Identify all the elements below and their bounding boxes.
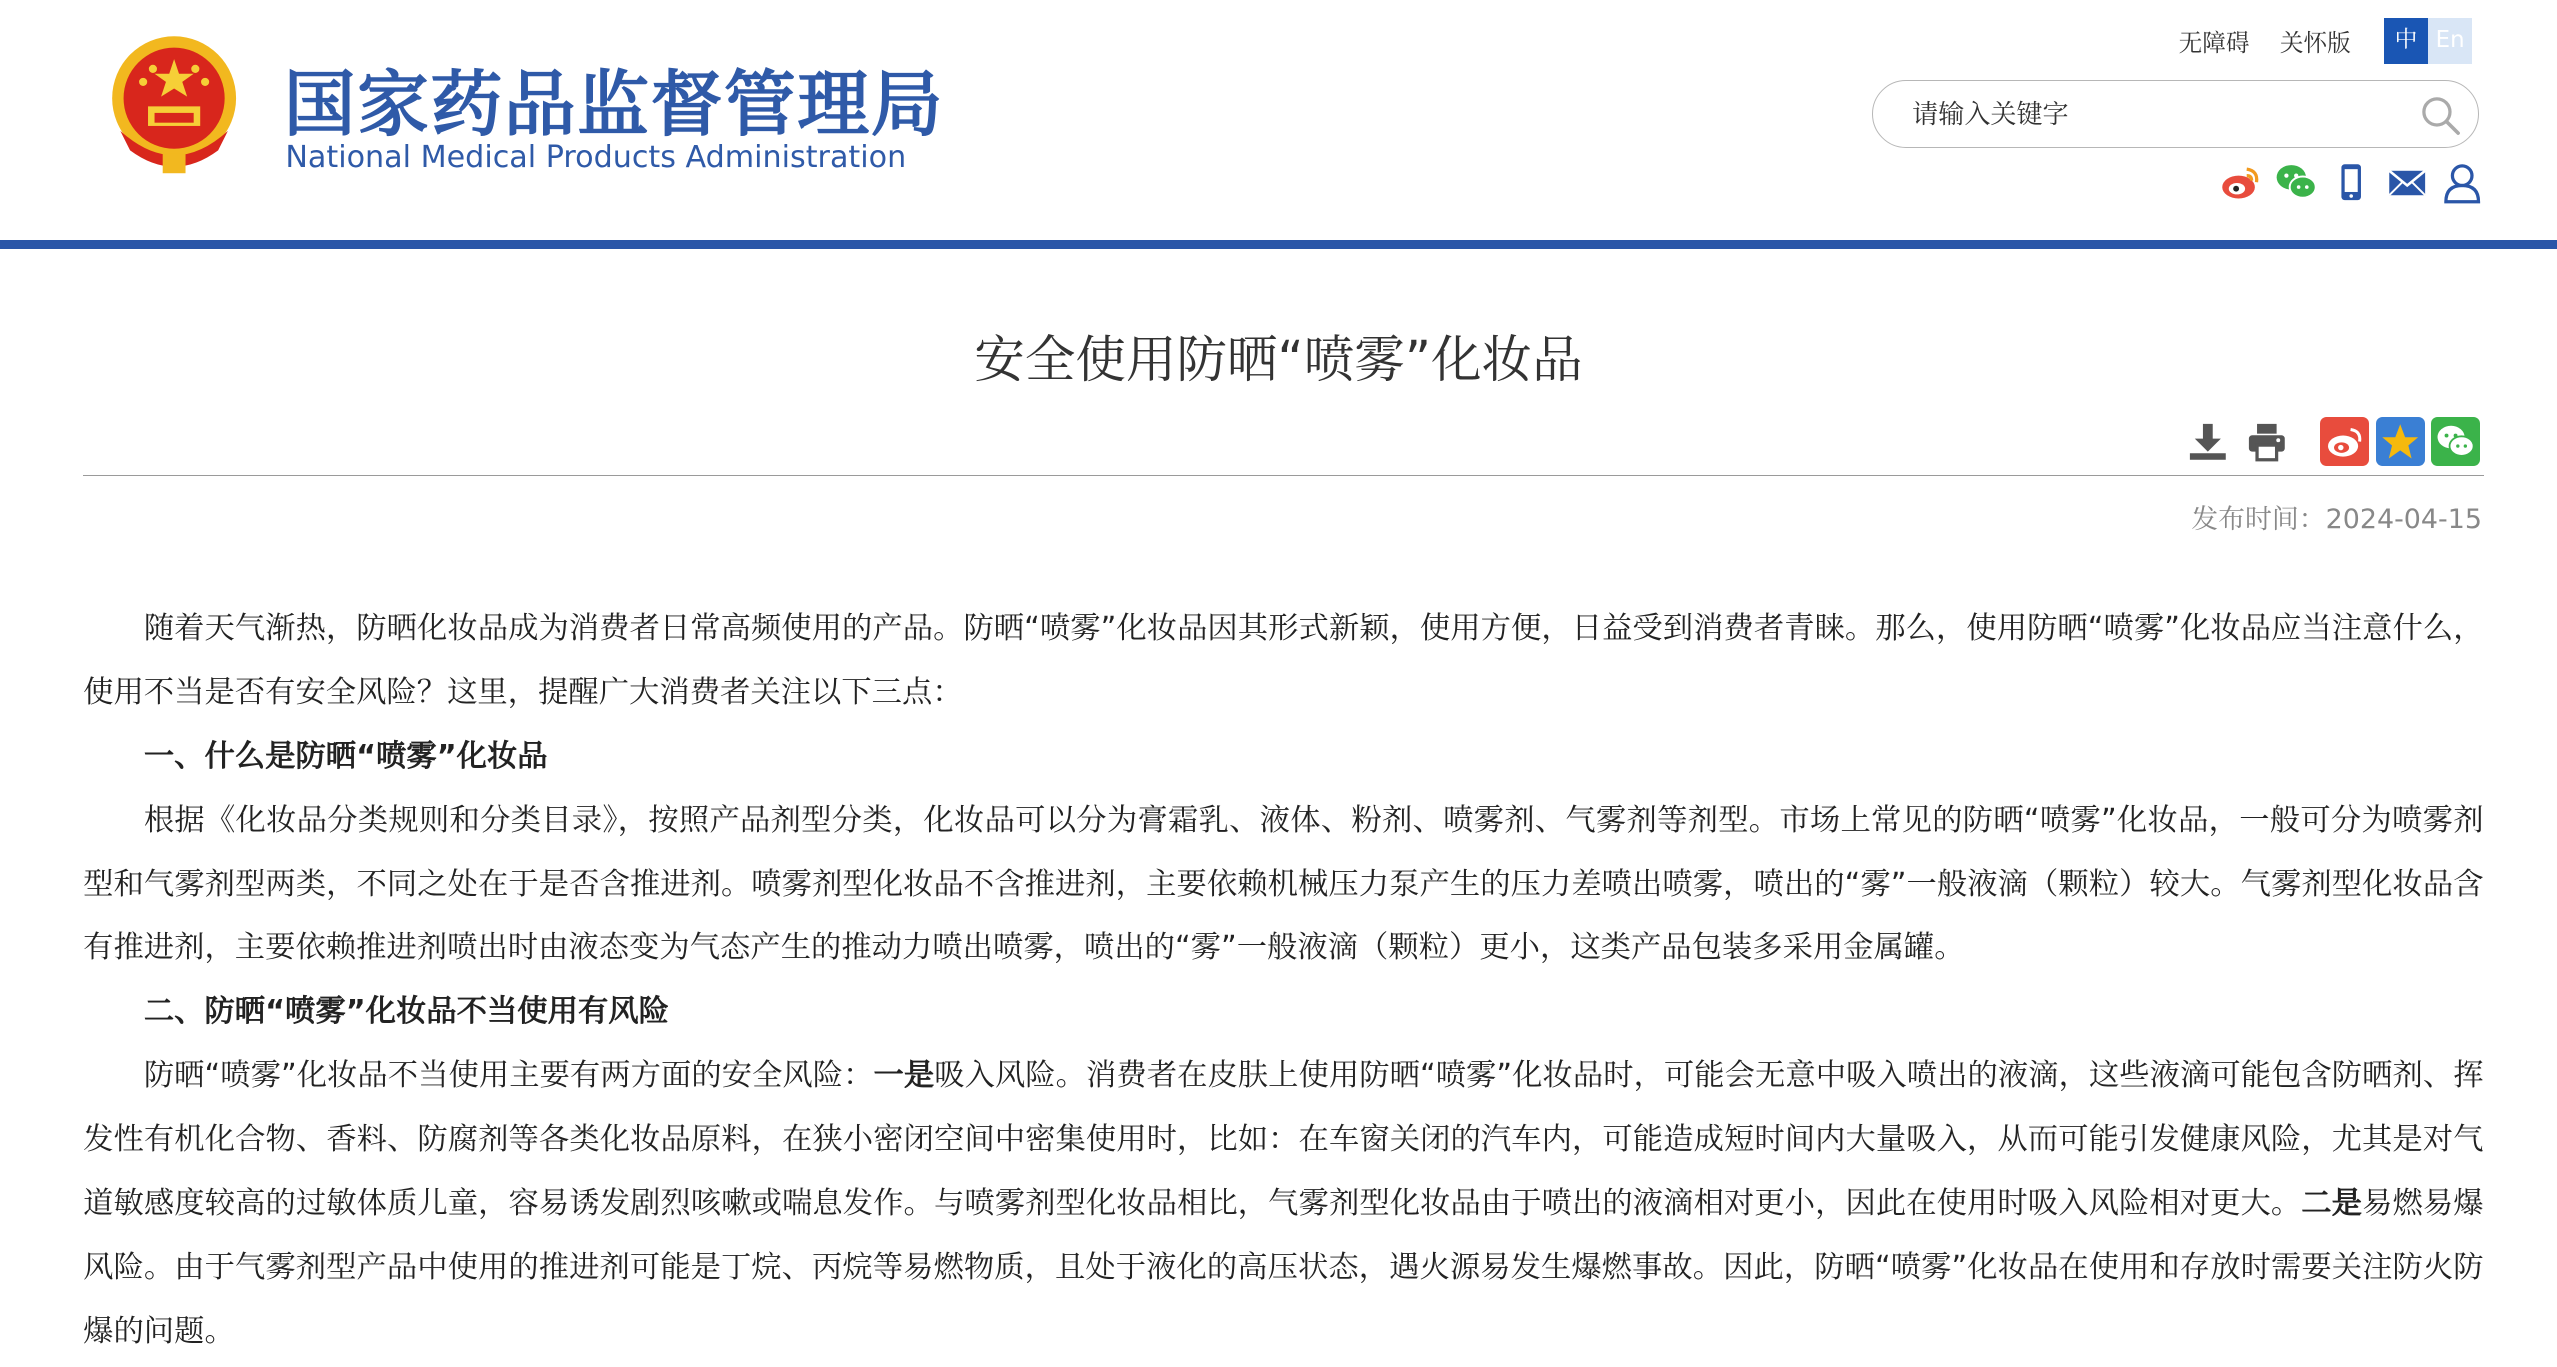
article-divider	[83, 475, 2483, 477]
share-wechat-icon[interactable]	[2431, 417, 2480, 466]
accessibility-link[interactable]: 无障碍	[2178, 29, 2250, 58]
social-links	[2219, 161, 2480, 203]
article-paragraph	[83, 1044, 2483, 1364]
article-tools	[2185, 419, 2302, 465]
search-input[interactable]	[1909, 94, 2405, 136]
article-body	[83, 597, 2483, 1364]
user-icon[interactable]	[2441, 161, 2480, 203]
paragraph-text: 易燃易爆风险。由于气雾剂型产品中使用的推进剂可能是丁烷、丙烷等易燃物质，且处于液化的高压状态，遇火源易发生爆燃事故。因此，防晒“喷雾”化妆品在使用和存放时需要关注防火防爆的问题。	[83, 1186, 2484, 1349]
section-heading: 二、防晒“喷雾”化妆品不当使用有风险	[143, 994, 669, 1030]
search-box	[1872, 80, 2479, 148]
weibo-icon[interactable]	[2219, 161, 2258, 203]
print-icon[interactable]	[2244, 419, 2290, 465]
top-links	[2179, 24, 2374, 58]
article-paragraph: 随着天气渐热，防晒化妆品成为消费者日常高频使用的产品。防晒“喷雾”化妆品因其形式新颖，使用方便，日益受到消费者青睐。那么，使用防晒“喷雾”化妆品应当注意什么，使用不当是否有安全风险？这里，提醒广大消费者关注以下三点：	[83, 610, 2484, 710]
lang-en-button[interactable]: En	[2428, 18, 2472, 64]
download-icon[interactable]	[2185, 419, 2231, 465]
mobile-icon[interactable]	[2330, 161, 2369, 203]
national-emblem-icon	[104, 33, 244, 180]
paragraph-text: 防晒“喷雾”化妆品不当使用主要有两方面的安全风险：	[143, 1058, 874, 1094]
publish-date-value: 2024-04-15	[2325, 504, 2482, 536]
publish-date-label: 发布时间：	[2191, 504, 2326, 536]
elderly-mode-link[interactable]: 关怀版	[2279, 29, 2351, 58]
header-divider-bar	[0, 240, 2557, 250]
lang-zh-button[interactable]: 中	[2384, 18, 2428, 64]
share-qzone-icon[interactable]	[2376, 417, 2425, 466]
share-weibo-icon[interactable]	[2320, 417, 2369, 466]
paragraph-text: 吸入风险。消费者在皮肤上使用防晒“喷雾”化妆品时，可能会无意中吸入喷出的液滴，这些液滴可能包含防晒剂、挥发性有机化合物、香料、防腐剂等各类化妆品原料，在狭小密闭空间中密集使用时，比如：在车窗关闭的汽车内，可能造成短时间内大量吸入，从而可能引发健康风险，尤其是对气道敏感度较高的过敏体质儿童，容易诱发剧烈咳嗽或喘息发作。与喷雾剂型化妆品相比，气雾剂型化妆品由于喷出的液滴相对更小，因此在使用时吸入风险相对更大。	[83, 1058, 2484, 1222]
emphasis-text: 二是	[2301, 1186, 2363, 1222]
article-title: 安全使用防晒“喷雾”化妆品	[974, 329, 1583, 389]
share-buttons	[2320, 417, 2480, 466]
publish-date	[2191, 497, 2482, 536]
article-paragraph: 根据《化妆品分类规则和分类目录》，按照产品剂型分类，化妆品可以分为膏霜乳、液体、粉剂、喷雾剂、气雾剂等剂型。市场上常见的防晒“喷雾”化妆品，一般可分为喷雾剂型和气雾剂型两类，不同之处在于是否含推进剂。喷雾剂型化妆品不含推进剂，主要依赖机械压力泵产生的压力差喷出喷雾，喷出的“雾”一般液滴（颗粒）较大。气雾剂型化妆品含有推进剂，主要依赖推进剂喷出时由液态变为气态产生的推动力喷出喷雾，喷出的“雾”一般液滴（颗粒）更小，这类产品包装多采用金属罐。	[83, 802, 2484, 966]
site-subtitle-en: National Medical Products Administration	[285, 140, 907, 176]
site-title[interactable]: 国家药品监督管理局	[283, 61, 945, 146]
wechat-icon[interactable]	[2275, 161, 2314, 203]
emphasis-text: 一是	[873, 1058, 935, 1094]
language-switch	[2384, 18, 2472, 64]
site-header	[0, 0, 2557, 240]
search-icon[interactable]	[2419, 94, 2461, 136]
mail-icon[interactable]	[2386, 161, 2425, 203]
section-heading: 一、什么是防晒“喷雾”化妆品	[143, 738, 548, 774]
